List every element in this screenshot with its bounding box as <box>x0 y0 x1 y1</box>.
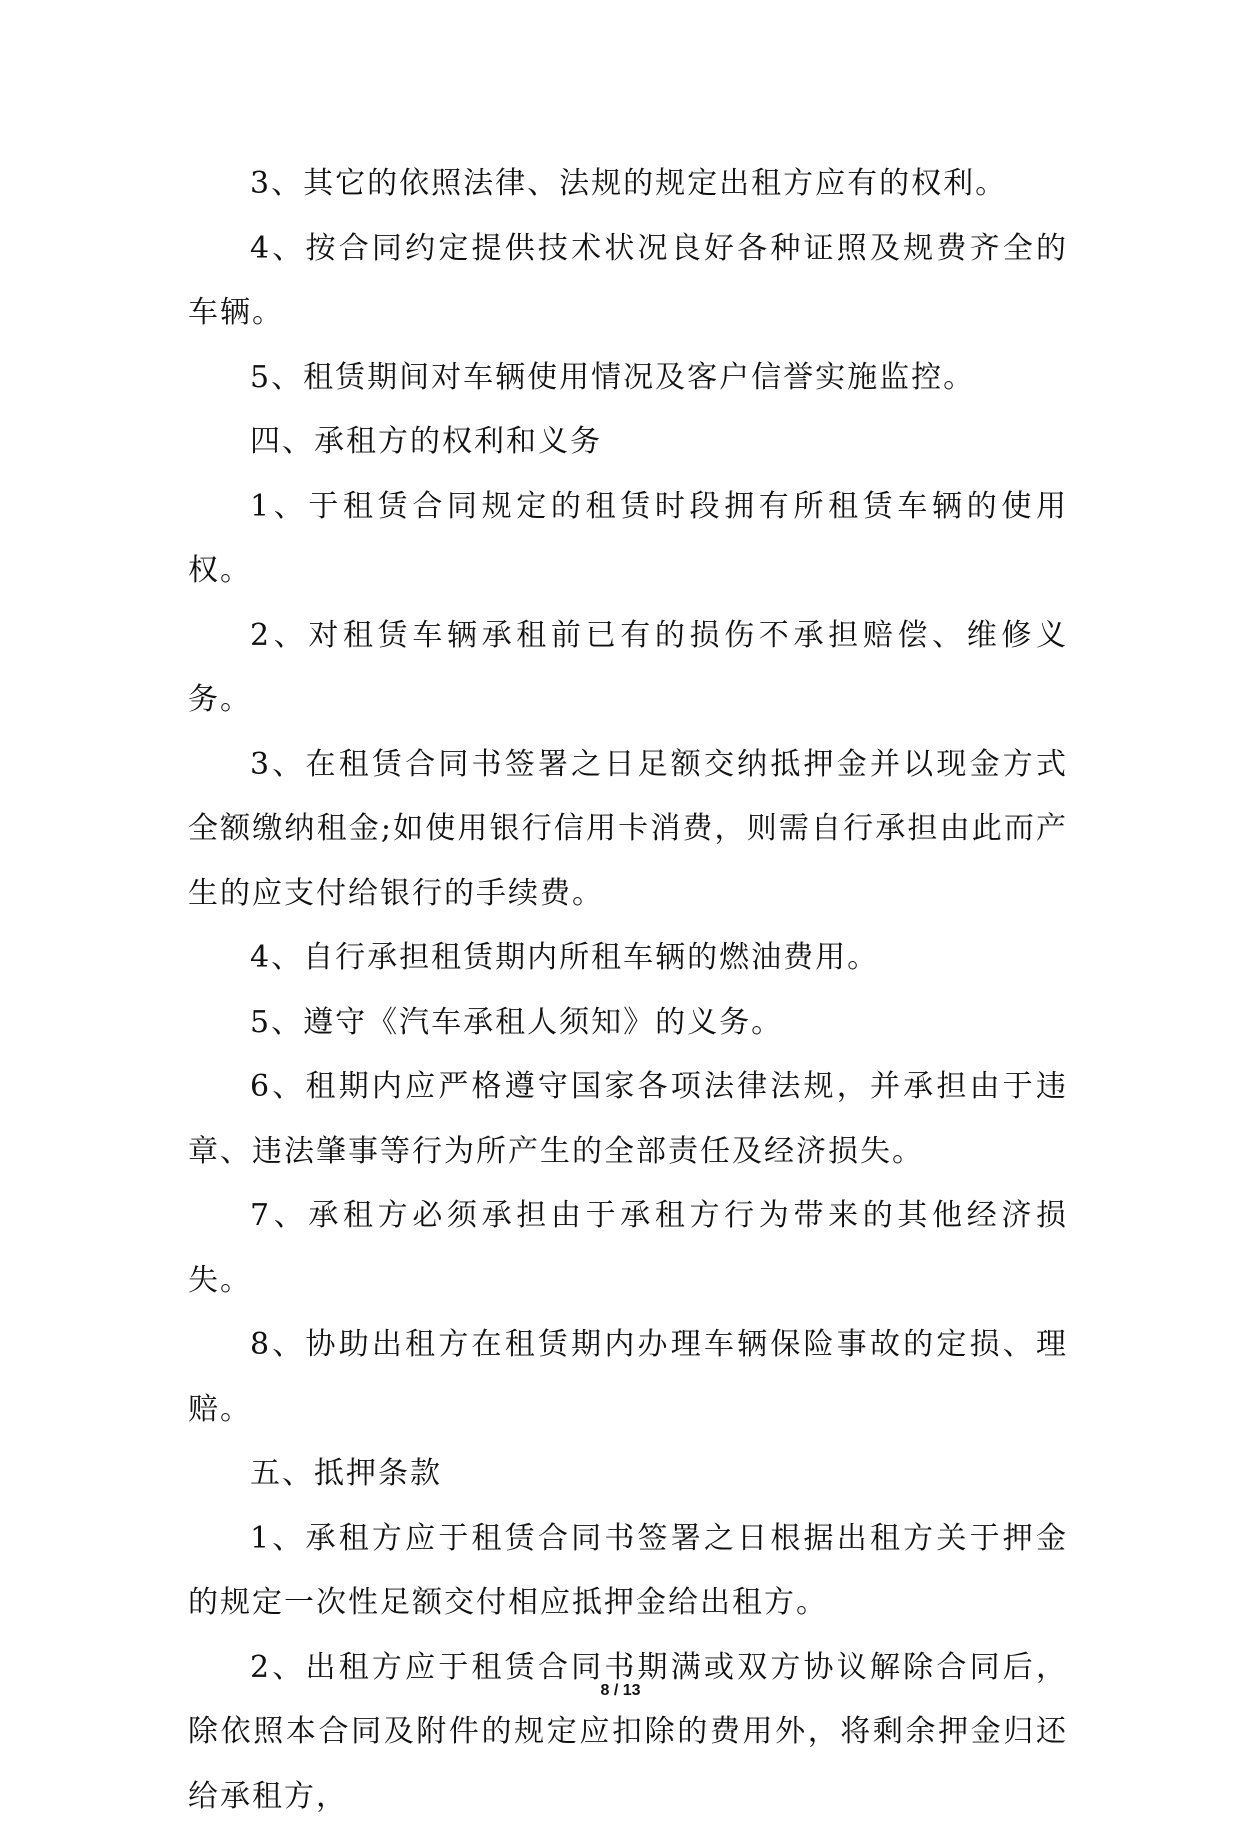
paragraph: 6、租期内应严格遵守国家各项法律法规，并承担由于违章、违法肇事等行为所产生的全部责任及经济损失。 <box>188 1055 1068 1184</box>
section-heading: 五、抵押条款 <box>188 1442 1068 1507</box>
paragraph: 8、协助出租方在租赁期内办理车辆保险事故的定损、理赔。 <box>188 1313 1068 1442</box>
paragraph: 7、承租方必须承担由于承租方行为带来的其他经济损失。 <box>188 1184 1068 1313</box>
paragraph: 2、出租方应于租赁合同书期满或双方协议解除合同后，除依照本合同及附件的规定应扣除的费用外，将剩余押金归还给承租方， <box>188 1636 1068 1829</box>
paragraph: 1、于租赁合同规定的租赁时段拥有所租赁车辆的使用权。 <box>188 475 1068 604</box>
paragraph: 3、其它的依照法律、法规的规定出租方应有的权利。 <box>188 152 1068 217</box>
paragraph: 5、遵守《汽车承租人须知》的义务。 <box>188 991 1068 1056</box>
page-number: 8 / 13 <box>0 1682 1241 1700</box>
paragraph: 3、在租赁合同书签署之日足额交纳抵押金并以现金方式全额缴纳租金;如使用银行信用卡消费，则需自行承担由此而产生的应支付给银行的手续费。 <box>188 733 1068 927</box>
document-body <box>188 152 1068 1829</box>
paragraph: 4、自行承担租赁期内所租车辆的燃油费用。 <box>188 926 1068 991</box>
paragraph: 1、承租方应于租赁合同书签署之日根据出租方关于押金的规定一次性足额交付相应抵押金给出租方。 <box>188 1507 1068 1636</box>
paragraph: 5、租赁期间对车辆使用情况及客户信誉实施监控。 <box>188 346 1068 411</box>
section-heading: 四、承租方的权利和义务 <box>188 410 1068 475</box>
paragraph: 2、对租赁车辆承租前已有的损伤不承担赔偿、维修义务。 <box>188 604 1068 733</box>
paragraph: 4、按合同约定提供技术状况良好各种证照及规费齐全的车辆。 <box>188 217 1068 346</box>
